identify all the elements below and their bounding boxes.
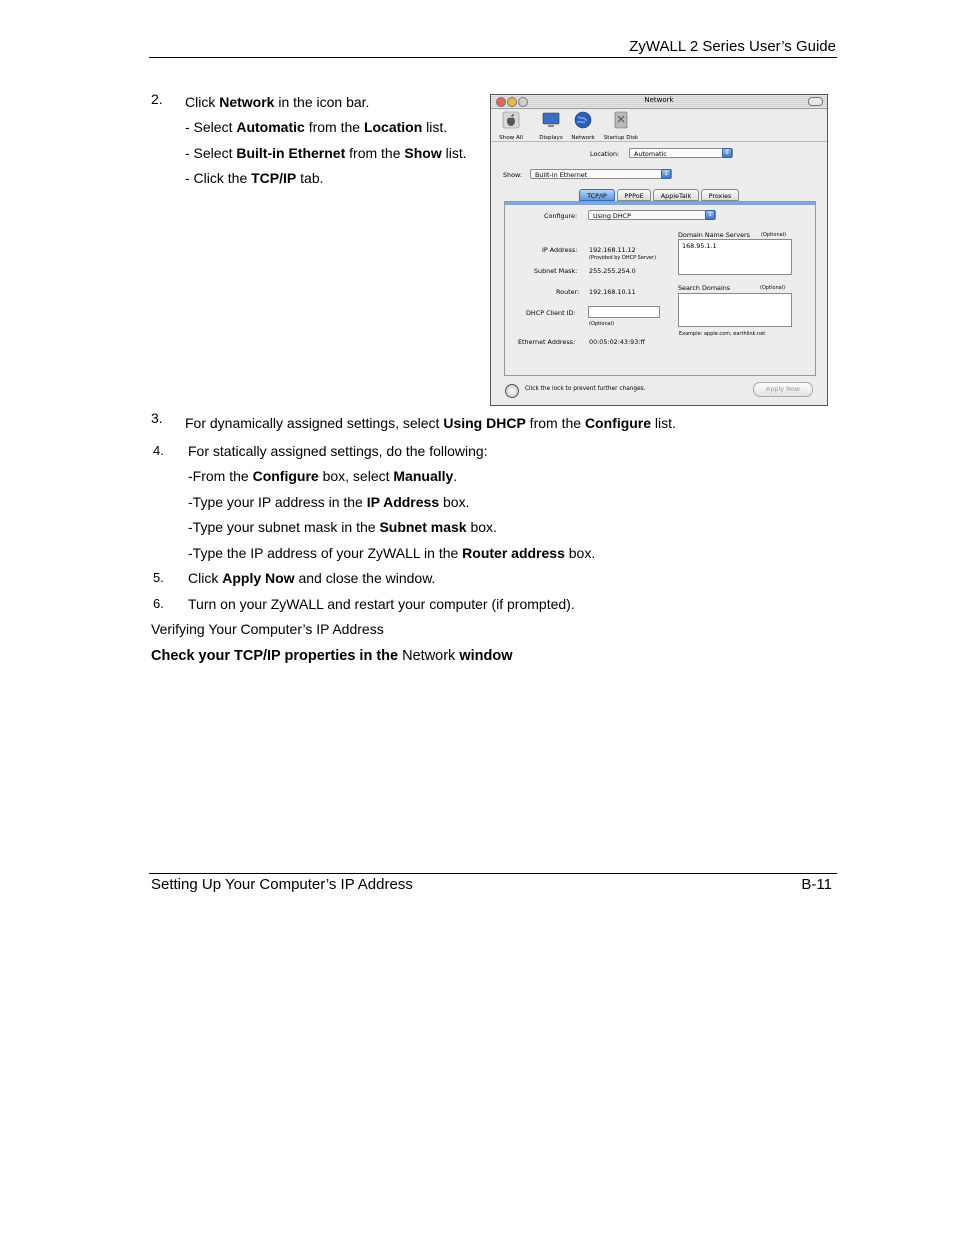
step-4-line-4: -Type the IP address of your ZyWALL in the Router address box. <box>188 545 596 561</box>
step-4-line-2: -Type your IP address in the IP Address box. <box>188 494 470 510</box>
configure-popup[interactable]: Using DHCP ↕ <box>588 210 716 220</box>
section-subheading: Check your TCP/IP properties in the Network window <box>151 648 513 664</box>
step-2-number: 2. <box>151 91 163 107</box>
tab-tcpip[interactable]: TCP/IP <box>579 189 615 201</box>
apply-now-button[interactable]: Apply Now <box>753 382 813 397</box>
running-header: ZyWALL 2 Series User’s Guide <box>629 38 836 55</box>
step-6-text: Turn on your ZyWALL and restart your computer (if prompted). <box>188 596 575 612</box>
step-6-number: 6. <box>153 596 164 611</box>
step-4-intro: For statically assigned settings, do the following: <box>188 443 488 459</box>
disk-icon <box>612 111 630 129</box>
footer-rule <box>149 873 837 874</box>
show-label: Show: <box>503 171 523 179</box>
tab-proxies[interactable]: Proxies <box>701 189 739 201</box>
show-popup[interactable]: Built-in Ethernet ↕ <box>530 169 672 179</box>
header-rule <box>149 57 837 58</box>
step-4-line-3: -Type your subnet mask in the Subnet mask box. <box>188 519 497 535</box>
window-titlebar <box>491 95 827 109</box>
search-domains-optional: (Optional) <box>760 285 786 291</box>
search-domains-textarea[interactable] <box>678 293 792 327</box>
dns-label: Domain Name Servers <box>678 231 751 239</box>
step-2-line-2: - Select Automatic from the Location list. <box>185 119 448 135</box>
dhcp-client-id-note: (Optional) <box>589 321 615 327</box>
location-label: Location: <box>590 150 620 158</box>
popup-arrows-icon: ↕ <box>705 210 715 220</box>
toolbar-network[interactable]: Network <box>563 111 603 141</box>
ip-address-note: (Provided by DHCP Server) <box>589 255 657 261</box>
section-heading: Verifying Your Computer’s IP Address <box>151 621 384 637</box>
subnet-mask-value: 255.255.254.0 <box>589 267 636 275</box>
icon-bar <box>491 109 827 142</box>
tcpip-panel <box>504 201 816 376</box>
toolbar-startup-disk[interactable]: Startup Disk <box>601 111 641 141</box>
ethernet-address-value: 00:05:02:43:93:ff <box>589 338 645 346</box>
step-2-line-1: Click Network in the icon bar. <box>185 94 370 110</box>
step-5-number: 5. <box>153 570 164 585</box>
step-3-text: For dynamically assigned settings, select Using DHCP from the Configure list. <box>185 415 676 431</box>
step-2-line-4: - Click the TCP/IP tab. <box>185 170 324 186</box>
step-3-number: 3. <box>151 410 163 426</box>
panel-band <box>505 202 815 205</box>
dns-optional: (Optional) <box>761 232 787 238</box>
subnet-mask-label: Subnet Mask: <box>534 267 578 275</box>
search-domains-example: Example: apple.com, earthlink.net <box>679 331 766 337</box>
router-label: Router: <box>556 288 580 296</box>
step-2-line-3: - Select Built-in Ethernet from the Show list. <box>185 145 467 161</box>
popup-arrows-icon: ↕ <box>722 148 732 158</box>
toolbar-show-all[interactable]: Show All <box>491 111 531 141</box>
toolbar-toggle-icon[interactable] <box>808 97 823 106</box>
dhcp-client-id-input[interactable] <box>588 306 660 318</box>
tab-pppoe[interactable]: PPPoE <box>617 189 651 201</box>
network-window-screenshot <box>490 94 828 406</box>
step-4-number: 4. <box>153 443 164 458</box>
configure-label: Configure: <box>544 212 578 220</box>
footer-left: Setting Up Your Computer’s IP Address <box>151 876 413 893</box>
router-value: 192.168.10.11 <box>589 288 636 296</box>
search-domains-label: Search Domains <box>678 284 731 292</box>
tab-appletalk[interactable]: AppleTalk <box>653 189 699 201</box>
ip-address-label: IP Address: <box>542 246 578 254</box>
apple-icon <box>502 111 520 129</box>
location-popup[interactable]: Automatic ↕ <box>629 148 733 158</box>
globe-icon <box>574 111 592 129</box>
lock-hint: Click the lock to prevent further changes. <box>525 386 646 392</box>
toolbar-displays[interactable]: Displays <box>531 111 571 141</box>
dns-textarea[interactable]: 168.95.1.1 <box>678 239 792 275</box>
popup-arrows-icon: ↕ <box>661 169 671 179</box>
lock-icon[interactable] <box>505 384 519 398</box>
step-5-text: Click Apply Now and close the window. <box>188 570 436 586</box>
page-number: B-11 <box>801 876 832 893</box>
dhcp-client-id-label: DHCP Client ID: <box>526 309 576 317</box>
display-icon <box>542 111 560 129</box>
step-4-line-1: -From the Configure box, select Manually. <box>188 468 458 484</box>
ip-address-value: 192.168.11.12 <box>589 246 636 254</box>
window-title: Network <box>644 96 674 104</box>
ethernet-address-label: Ethernet Address: <box>518 338 576 346</box>
